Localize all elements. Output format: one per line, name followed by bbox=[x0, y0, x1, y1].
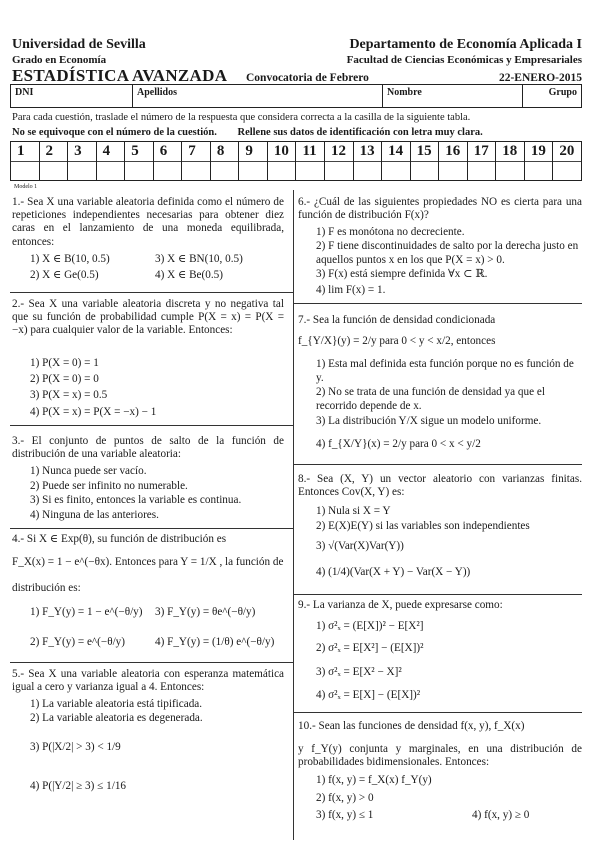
answer-cell[interactable]: 7 bbox=[182, 142, 211, 180]
question-8-option-4: 4) (1/4)(Var(X + Y) − Var(X − Y)) bbox=[316, 566, 471, 578]
degree-name: Grado en Economía bbox=[12, 54, 107, 66]
faculty-name: Facultad de Ciencias Económicas y Empresariales bbox=[346, 54, 582, 66]
separator bbox=[10, 662, 293, 663]
question-5-option-4: 4) P(|Y/2| ≥ 3) ≤ 1/16 bbox=[30, 780, 127, 792]
question-4-option-1: 1) F_Y(y) = 1 − e^(−θ/y) bbox=[30, 606, 143, 618]
question-9-option-3: 3) σ²ₓ = E[X² − X]² bbox=[316, 666, 402, 678]
question-2-option-4: 4) P(X = x) = P(X = −x) − 1 bbox=[30, 406, 157, 418]
question-6-option-4: 4) lim F(x) = 1. bbox=[316, 284, 386, 296]
answer-cell[interactable]: 6 bbox=[154, 142, 183, 180]
question-9-option-4: 4) σ²ₓ = E[X] − (E[X])² bbox=[316, 689, 421, 701]
question-3-option-1: 1) Nunca puede ser vacío. bbox=[30, 465, 147, 477]
nombre-field[interactable]: Nombre bbox=[383, 85, 523, 107]
separator bbox=[293, 464, 582, 465]
department-name: Departamento de Economía Aplicada I bbox=[349, 37, 582, 52]
question-7-option-4: 4) f_{X/Y}(x) = 2/y para 0 < x < y/2 bbox=[316, 438, 481, 450]
question-1-option-4: 4) X ∈ Be(0.5) bbox=[155, 269, 223, 281]
question-7-text-1: 7.- Sea la función de densidad condicionada bbox=[298, 314, 496, 326]
answer-cell[interactable]: 17 bbox=[468, 142, 497, 180]
question-6-option-2: 2) F tiene discontinuidades de salto por la derecha justo en aquellos puntos x en los que P(X = x) > 0. bbox=[316, 240, 579, 266]
question-7-option-2: 2) No se trata de una función de densidad ya que el recorrido depende de x. bbox=[316, 386, 545, 412]
question-1-text: 1.- Sea X una variable aleatoria definida como el número de repeticiones independientes necesarias para obtener diez caras en el lanzamiento de una moneda equilibrada, entonces: bbox=[12, 196, 284, 248]
question-2-option-3: 3) P(X = x) = 0.5 bbox=[30, 389, 108, 401]
answer-cell[interactable]: 19 bbox=[525, 142, 554, 180]
instructions-warning: No se equivoque con el número de la cuestión. bbox=[12, 127, 217, 138]
separator bbox=[10, 528, 293, 529]
answer-cell[interactable]: 8 bbox=[211, 142, 240, 180]
separator bbox=[10, 292, 293, 293]
question-10-option-2: 2) f(x, y) > 0 bbox=[316, 792, 374, 804]
question-8-option-3: 3) √(Var(X)Var(Y)) bbox=[316, 540, 404, 552]
question-1-option-3: 3) X ∈ BN(10, 0.5) bbox=[155, 253, 243, 265]
question-6-option-3: 3) F(x) está siempre definida ∀x ⊂ ℝ. bbox=[316, 268, 488, 280]
question-5-option-1: 1) La variable aleatoria está tipificada. bbox=[30, 698, 203, 710]
answer-cell[interactable]: 2 bbox=[40, 142, 69, 180]
question-4-text-3: distribución es: bbox=[12, 582, 81, 594]
dni-field[interactable]: DNI bbox=[11, 85, 133, 107]
university-name: Universidad de Sevilla bbox=[12, 37, 146, 52]
question-3-text: 3.- El conjunto de puntos de salto de la función de distribución de una variable aleatoria: bbox=[12, 435, 284, 461]
question-1-option-2: 2) X ∈ Ge(0.5) bbox=[30, 269, 99, 281]
question-4-text-1: 4.- Si X ∈ Exp(θ), su función de distribución es bbox=[12, 533, 227, 545]
question-7-text-2: f_{Y/X}(y) = 2/y para 0 < y < x/2, entonces bbox=[298, 335, 496, 347]
question-8-option-2: 2) E(X)E(Y) si las variables son independientes bbox=[316, 520, 530, 532]
instructions-line-1: Para cada cuestión, traslade el número de la respuesta que considera correcta a la casilla de la siguiente tabla. bbox=[12, 112, 471, 123]
question-6-option-1: 1) F es monótona no decreciente. bbox=[316, 226, 465, 238]
separator bbox=[293, 303, 582, 304]
question-10-text-2: y f_Y(y) conjunta y marginales, en una distribución de probabilidades bidimensionales. Entonces: bbox=[298, 743, 582, 769]
answer-cell[interactable]: 11 bbox=[296, 142, 325, 180]
question-4-option-3: 3) F_Y(y) = θe^(−θ/y) bbox=[155, 606, 256, 618]
answer-cell[interactable]: 5 bbox=[125, 142, 154, 180]
answer-cell[interactable]: 15 bbox=[411, 142, 440, 180]
question-10-option-4: 4) f(x, y) ≥ 0 bbox=[472, 809, 530, 821]
model-label: Modelo 1 bbox=[14, 184, 38, 190]
instructions-fill: Rellene sus datos de identificación con letra muy clara. bbox=[237, 127, 483, 138]
question-10-option-3: 3) f(x, y) ≤ 1 bbox=[316, 809, 374, 821]
question-9-option-2: 2) σ²ₓ = E[X²] − (E[X])² bbox=[316, 642, 424, 654]
question-10-option-1: 1) f(x, y) = f_X(x) f_Y(y) bbox=[316, 774, 432, 786]
question-10-text-1: 10.- Sean las funciones de densidad f(x, y), f_X(x) bbox=[298, 720, 525, 732]
question-3-option-3: 3) Si es finito, entonces la variable es continua. bbox=[30, 494, 242, 506]
answer-cell[interactable]: 9 bbox=[239, 142, 268, 180]
column-divider bbox=[293, 190, 294, 840]
exam-date: 22-ENERO-2015 bbox=[498, 72, 582, 84]
question-4-option-4: 4) F_Y(y) = (1/θ) e^(−θ/y) bbox=[155, 636, 275, 648]
question-1-option-1: 1) X ∈ B(10, 0.5) bbox=[30, 253, 110, 265]
answer-cell[interactable]: 16 bbox=[439, 142, 468, 180]
separator bbox=[10, 425, 293, 426]
question-8-option-1: 1) Nula si X = Y bbox=[316, 505, 391, 517]
apellidos-field[interactable]: Apellidos bbox=[133, 85, 383, 107]
question-5-text: 5.- Sea X una variable aleatoria con esperanza matemática igual a cero y varianza igual a 4. Entonces: bbox=[12, 668, 284, 694]
question-9-text: 9.- La varianza de X, puede expresarse como: bbox=[298, 599, 503, 611]
question-7-option-3: 3) La distribución Y/X sigue un modelo uniforme. bbox=[316, 415, 542, 427]
answer-cell[interactable]: 1 bbox=[11, 142, 40, 180]
answer-cell[interactable]: 14 bbox=[382, 142, 411, 180]
instructions-line-2 bbox=[12, 127, 588, 138]
id-fields-box bbox=[10, 84, 582, 108]
question-4-option-2: 2) F_Y(y) = e^(−θ/y) bbox=[30, 636, 125, 648]
answer-cell[interactable]: 3 bbox=[68, 142, 97, 180]
question-3-option-4: 4) Ninguna de las anteriores. bbox=[30, 509, 159, 521]
question-3-option-2: 2) Puede ser infinito no numerable. bbox=[30, 480, 188, 492]
answer-cell[interactable]: 20 bbox=[553, 142, 581, 180]
answer-cell[interactable]: 13 bbox=[354, 142, 383, 180]
answer-cell[interactable]: 4 bbox=[97, 142, 126, 180]
question-2-option-1: 1) P(X = 0) = 1 bbox=[30, 357, 99, 369]
question-8-text: 8.- Sea (X, Y) un vector aleatorio con varianzas finitas. Entonces Cov(X, Y) es: bbox=[298, 473, 582, 499]
question-2-text: 2.- Sea X una variable aleatoria discreta y no negativa tal que su función de probabilidad cumple P(X = x) = P(X = −x) para cualquier valor de la variable. Entonces: bbox=[12, 298, 284, 337]
separator bbox=[293, 712, 582, 713]
grupo-field[interactable]: Grupo bbox=[548, 87, 577, 98]
question-2-option-2: 2) P(X = 0) = 0 bbox=[30, 373, 99, 385]
answer-cell[interactable]: 10 bbox=[268, 142, 297, 180]
answer-cell[interactable]: 18 bbox=[496, 142, 525, 180]
question-4-text-2: F_X(x) = 1 − e^(−θx). Entonces para Y = 1/X , la función de bbox=[12, 556, 284, 568]
question-7-option-1: 1) Esta mal definida esta función porque no es función de y. bbox=[316, 358, 574, 384]
question-5-option-2: 2) La variable aleatoria es degenerada. bbox=[30, 712, 203, 724]
question-9-option-1: 1) σ²ₓ = (E[X])² − E[X²] bbox=[316, 620, 424, 632]
exam-session: Convocatoria de Febrero bbox=[246, 72, 369, 84]
separator bbox=[293, 594, 582, 595]
question-5-option-3: 3) P(|X/2| > 3) < 1/9 bbox=[30, 741, 121, 753]
course-title: ESTADÍSTICA AVANZADA bbox=[12, 66, 228, 85]
answer-grid bbox=[10, 141, 582, 181]
answer-cell[interactable]: 12 bbox=[325, 142, 354, 180]
question-6-text: 6.- ¿Cuál de las siguientes propiedades NO es cierta para una función de distribución F(x)? bbox=[298, 196, 582, 222]
